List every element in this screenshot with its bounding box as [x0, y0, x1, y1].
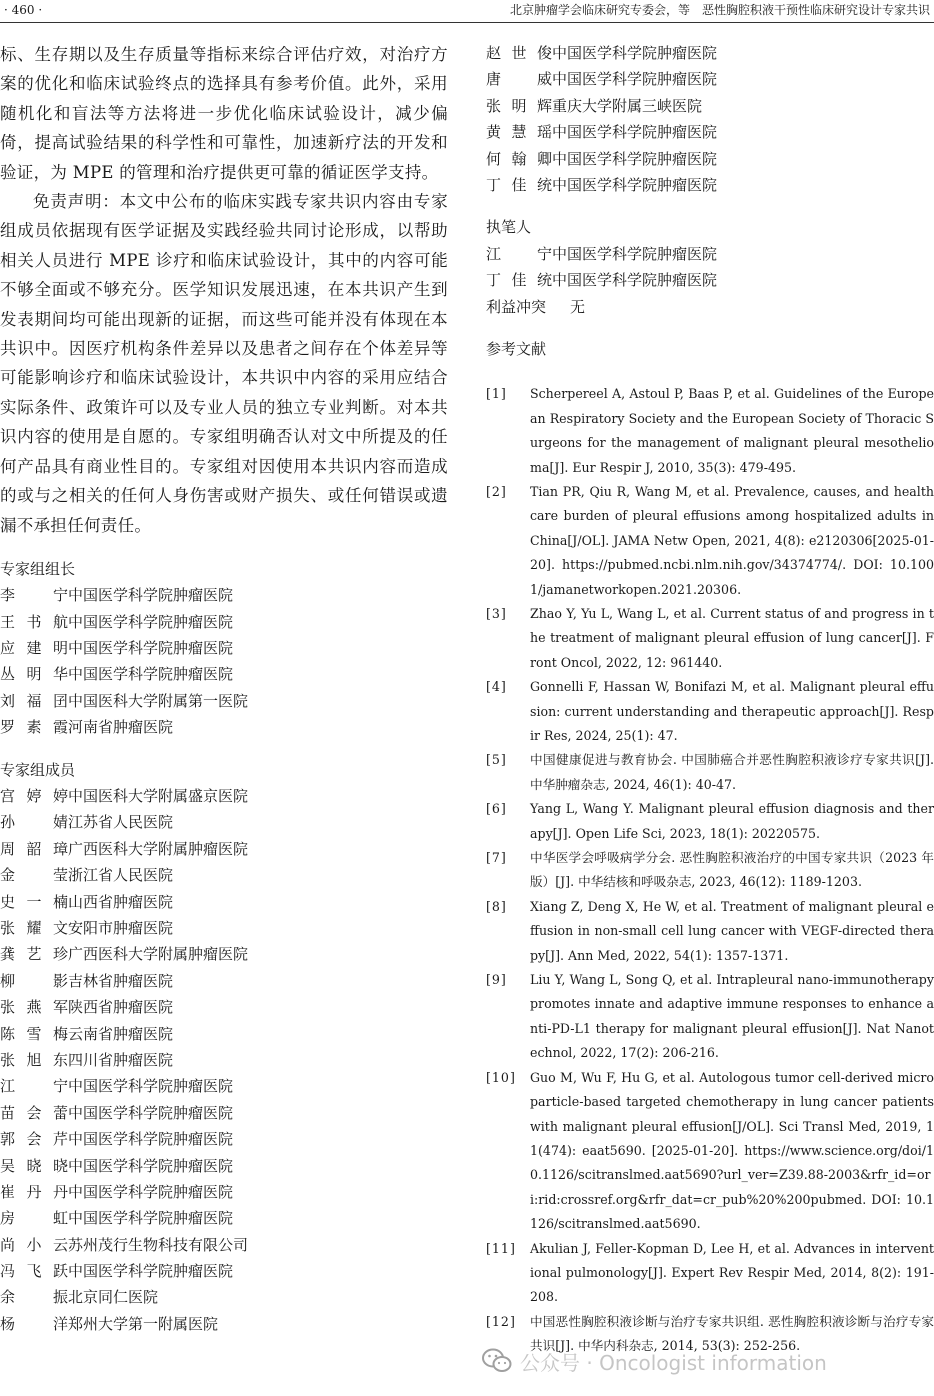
member-name: 张燕军 [0, 998, 68, 1017]
member-row [0, 1232, 448, 1258]
member-row [0, 714, 448, 740]
member-row [0, 1100, 448, 1126]
member-name: 余振 [0, 1288, 68, 1307]
reference-number: [1] [486, 386, 507, 402]
member-affiliation: 中国医学科学院肿瘤医院 [68, 1209, 234, 1228]
member-row [0, 1311, 448, 1337]
member-affiliation: 中国医学科学院肿瘤医院 [68, 1130, 234, 1149]
member-row [0, 1205, 448, 1231]
member-row [0, 1153, 448, 1179]
member-affiliation: 广西医科大学附属肿瘤医院 [68, 945, 249, 964]
reference-number: [3] [486, 605, 507, 621]
reference-item [486, 846, 934, 895]
member-affiliation: 北京同仁医院 [68, 1288, 159, 1307]
watermark-text: 公众号 · Oncologist information [520, 1350, 827, 1375]
members-heading: 专家组成员 [0, 760, 76, 779]
reference-number: [2] [486, 483, 507, 499]
member-name: 江宁 [486, 244, 552, 263]
member-row [0, 862, 448, 888]
members-list [0, 783, 448, 1337]
member-row [486, 267, 934, 293]
reference-item [486, 1237, 934, 1310]
member-name: 孙婧 [0, 813, 68, 832]
right-column [486, 40, 934, 1359]
member-name: 应建明 [0, 639, 68, 658]
member-affiliation: 江苏省人民医院 [68, 813, 174, 832]
member-name: 罗素霞 [0, 718, 68, 737]
conflict-of-interest [486, 294, 934, 320]
member-name: 周韶璋 [0, 839, 68, 858]
disclaimer-paragraph: 免责声明：本文中公布的临床实践专家共识内容由专家组成员依据现有医学证据及实践经验共同讨论形成，以帮助相关人员进行 MPE 诊疗和临床试验设计，其中的内容可能不够全面或不够充分。医学知识发展迅速，在本共识产生到发表期间均可能出现新的证据，而这些可能并没有体现在本共识中。因医疗机构条件差异以及患者之间存在个体差异等可能影响诊疗和临床试验设计，本共识中内容的采用应结合实际条件、政策许可以及专业人员的独立专业判断。对本共识内容的使用是自愿的。专家组明确否认对文中所提及的任何产品具有商业性目的。专家组对因使用本共识内容而造成的或与之相关的任何人身伤害或财产损失、或任何错误或遗漏不承担任何责任。 [0, 192, 448, 535]
reference-item [486, 1066, 934, 1237]
member-name: 苗会蕾 [0, 1103, 68, 1122]
member-name: 杨洋 [0, 1314, 68, 1333]
member-name: 黄慧瑶 [486, 123, 552, 142]
reference-number: [10] [486, 1069, 516, 1085]
reference-item [486, 895, 934, 968]
member-row [486, 119, 934, 145]
conflict-value: 无 [570, 297, 586, 316]
member-name: 龚艺珍 [0, 945, 68, 964]
member-affiliation: 山西省肿瘤医院 [68, 892, 174, 911]
member-row [0, 661, 448, 687]
member-name: 郭会芹 [0, 1130, 68, 1149]
member-name: 何翰卿 [486, 149, 552, 168]
reference-text: Guo M, Wu F, Hu G, et al. Autologous tumor cell-derived microparticle-based targeted chemotherapy in lung cancer patients with malignant pleural effusion[J/OL]. Sci Transl Med, 2019, 11(474): eaat5690. [2025-01-20]. https://www.science.org/doi/10.1126/scitranslmed.aat5690?url_ver=Z39.88-2003&rfr_id=ori:rid:crossref.org&rfr_dat=cr_pub%20%200pubmed. DOI: 10.1126/scitranslmed.aat5690. [530, 1069, 934, 1232]
member-name: 陈雪梅 [0, 1024, 68, 1043]
member-affiliation: 中国医学科学院肿瘤医院 [68, 1156, 234, 1175]
reference-text: Liu Y, Wang L, Song Q, et al. Intrapleural nano-immunotherapy promotes innate and adaptive immune responses to enhance anti-PD-L1 therapy for malignant pleural effusion[J]. Nat Nanotechnol, 2022, 17(2): 206-216. [530, 972, 934, 1061]
member-name: 房虹 [0, 1209, 68, 1228]
watermark [482, 1346, 827, 1376]
member-row [0, 1021, 448, 1047]
member-affiliation: 吉林省肿瘤医院 [68, 971, 174, 990]
reference-number: [8] [486, 898, 507, 914]
member-row [0, 635, 448, 661]
member-row [0, 1284, 448, 1310]
member-row [0, 1258, 448, 1284]
member-row [0, 809, 448, 835]
member-name: 吴晓晓 [0, 1156, 68, 1175]
reference-item [486, 675, 934, 748]
member-affiliation: 四川省肿瘤医院 [68, 1050, 174, 1069]
member-row [0, 688, 448, 714]
member-affiliation: 中国医学科学院肿瘤医院 [68, 665, 234, 684]
member-name: 丁佳统 [486, 271, 552, 290]
running-title: 北京肿瘤学会临床研究专委会，等 恶性胸腔积液干预性临床研究设计专家共识 [509, 3, 930, 17]
member-name: 王书航 [0, 612, 68, 631]
references-list [486, 382, 934, 1358]
page-number: · 460 · [4, 3, 43, 17]
member-row [486, 146, 934, 172]
reference-text: Yang L, Wang Y. Malignant pleural effusion diagnosis and therapy[J]. Open Life Sci, 2023, 18(1): 20220575. [530, 801, 934, 841]
member-name: 唐威 [486, 70, 552, 89]
member-name: 江宁 [0, 1077, 68, 1096]
member-affiliation: 中国医学科学院肿瘤医院 [552, 70, 718, 89]
member-row [486, 241, 934, 267]
reference-number: [5] [486, 752, 507, 768]
reference-item [486, 602, 934, 675]
member-row [486, 40, 934, 66]
member-row [0, 609, 448, 635]
member-name: 丛明华 [0, 665, 68, 684]
member-name: 金莹 [0, 866, 68, 885]
member-affiliation: 中国医学科学院肿瘤医院 [68, 1262, 234, 1281]
member-row [0, 968, 448, 994]
member-name: 尚小云 [0, 1235, 68, 1254]
member-affiliation: 中国医学科学院肿瘤医院 [68, 1103, 234, 1122]
leaders-list [0, 582, 448, 740]
member-affiliation: 中国医学科学院肿瘤医院 [552, 271, 718, 290]
member-row [0, 783, 448, 809]
member-affiliation: 安阳市肿瘤医院 [68, 919, 174, 938]
member-affiliation: 中国医学科学院肿瘤医院 [68, 586, 234, 605]
reference-number: [9] [486, 972, 507, 988]
member-name: 李宁 [0, 586, 68, 605]
member-affiliation: 陕西省肿瘤医院 [68, 998, 174, 1017]
conflict-label: 利益冲突 [486, 297, 547, 316]
member-affiliation: 苏州茂行生物科技有限公司 [68, 1235, 249, 1254]
reference-number: [11] [486, 1240, 516, 1256]
member-affiliation: 郑州大学第一附属医院 [68, 1314, 219, 1333]
member-affiliation: 重庆大学附属三峡医院 [552, 96, 703, 115]
member-name: 柳影 [0, 971, 68, 990]
member-affiliation: 广西医科大学附属肿瘤医院 [68, 839, 249, 858]
running-header [0, 0, 934, 23]
member-affiliation: 云南省肿瘤医院 [68, 1024, 174, 1043]
member-row [0, 1073, 448, 1099]
member-row [0, 1179, 448, 1205]
writers-heading: 执笔人 [486, 218, 532, 237]
member-affiliation: 中国医学科学院肿瘤医院 [552, 175, 718, 194]
reference-item [486, 748, 934, 797]
member-row [486, 93, 934, 119]
reference-number: [6] [486, 801, 507, 817]
references-heading: 参考文献 [486, 339, 547, 358]
member-row [486, 172, 934, 198]
reference-text: Gonnelli F, Hassan W, Bonifazi M, et al. Malignant pleural effusion: current understanding and therapeutic approach[J]. Respir Res, 2024, 25(1): 47. [530, 679, 934, 744]
member-affiliation: 中国医科大学附属第一医院 [68, 691, 249, 710]
member-name: 宫婷婷 [0, 787, 68, 806]
member-affiliation: 中国医学科学院肿瘤医院 [68, 1182, 234, 1201]
member-row [0, 582, 448, 608]
member-affiliation: 中国医学科学院肿瘤医院 [552, 244, 718, 263]
member-affiliation: 中国医学科学院肿瘤医院 [552, 149, 718, 168]
reference-text: Akulian J, Feller-Kopman D, Lee H, et al. Advances in interventional pulmonology[J]. Expert Rev Respir Med, 2014, 8(2): 191-208. [530, 1240, 934, 1305]
reference-number: [7] [486, 850, 507, 866]
reference-text: Zhao Y, Yu L, Wang L, et al. Current status of and progress in the treatment of malignant pleural effusion of lung cancer[J]. Front Oncol, 2022, 12: 961440. [530, 605, 934, 670]
reference-text: 中国恶性胸腔积液诊断与治疗专家共识组. 恶性胸腔积液诊断与治疗专家共识[J]. 中华内科杂志, 2014, 53(3): 252-256. [530, 1313, 934, 1354]
member-name: 史一楠 [0, 892, 68, 911]
member-affiliation: 中国医学科学院肿瘤医院 [68, 639, 234, 658]
reference-text: Xiang Z, Deng X, He W, et al. Treatment of malignant pleural effusion in non-small cell lung cancer with VEGF-directed therapy[J]. Ann Med, 2022, 54(1): 1357-1371. [530, 898, 934, 963]
member-name: 冯飞跃 [0, 1262, 68, 1281]
left-column [0, 40, 448, 1337]
member-row [0, 836, 448, 862]
reference-number: [12] [486, 1313, 516, 1329]
member-name: 张旭东 [0, 1050, 68, 1069]
reference-item [486, 797, 934, 846]
member-name: 崔丹丹 [0, 1182, 68, 1201]
member-row [0, 915, 448, 941]
member-name: 赵世俊 [486, 44, 552, 62]
member-name: 张明辉 [486, 96, 552, 115]
member-affiliation: 中国医科大学附属盛京医院 [68, 787, 249, 806]
reference-item [486, 968, 934, 1066]
member-row [0, 1047, 448, 1073]
member-name: 张耀文 [0, 919, 68, 938]
reference-text: Scherpereel A, Astoul P, Baas P, et al. Guidelines of the European Respiratory Society and the European Society of Thoracic Surgeons for the management of malignant pleural mesothelioma[J]. Eur Respir J, 2010, 35(3): 479-495. [530, 386, 934, 475]
reference-text: 中国健康促进与教育协会. 中国肺癌合并恶性胸腔积液诊疗专家共识[J]. 中华肿瘤杂志, 2024, 46(1): 40-47. [530, 752, 934, 792]
member-affiliation: 浙江省人民医院 [68, 866, 174, 885]
member-affiliation: 中国医学科学院肿瘤医院 [552, 123, 718, 142]
body-paragraph-conclusion: 标、生存期以及生存质量等指标来综合评估疗效，对治疗方案的优化和临床试验终点的选择具有参考价值。此外，采用随机化和盲法等方法将进一步优化临床试验设计，减少偏倚，提高试验结果的科学性和可靠性，加速新疗法的开发和验证，为 MPE 的管理和治疗提供更可靠的循证医学支持。 [0, 45, 448, 182]
reference-number: [4] [486, 679, 507, 695]
member-row [0, 889, 448, 915]
reference-text: 中华医学会呼吸病学分会. 恶性胸腔积液治疗的中国专家共识（2023 年版）[J]. 中华结核和呼吸杂志, 2023, 46(12): 1189-1203. [530, 850, 934, 890]
member-row [486, 66, 934, 92]
member-name: 刘福囝 [0, 691, 68, 710]
wechat-icon [482, 1348, 512, 1374]
member-affiliation: 中国医学科学院肿瘤医院 [552, 44, 718, 62]
member-row [0, 994, 448, 1020]
member-affiliation: 中国医学科学院肿瘤医院 [68, 1077, 234, 1096]
member-row [0, 1126, 448, 1152]
writers-list [486, 241, 934, 294]
reference-text: Tian PR, Qiu R, Wang M, et al. Prevalence, causes, and health care burden of pleural effusions among hospitalized adults in China[J/OL]. JAMA Netw Open, 2021, 4(8): e2120306[2025-01-20]. https://pubmed.ncbi.nlm.nih.gov/34374774/. DOI: 10.1001/jamanetworkopen.2021.20306. [530, 483, 934, 597]
reference-item [486, 382, 934, 480]
member-affiliation: 河南省肿瘤医院 [68, 718, 174, 737]
reference-item [486, 480, 934, 602]
leaders-heading: 专家组组长 [0, 559, 76, 578]
member-name: 丁佳统 [486, 175, 552, 194]
member-row [0, 941, 448, 967]
member-affiliation: 中国医学科学院肿瘤医院 [68, 612, 234, 631]
members-list-continued [486, 40, 934, 198]
